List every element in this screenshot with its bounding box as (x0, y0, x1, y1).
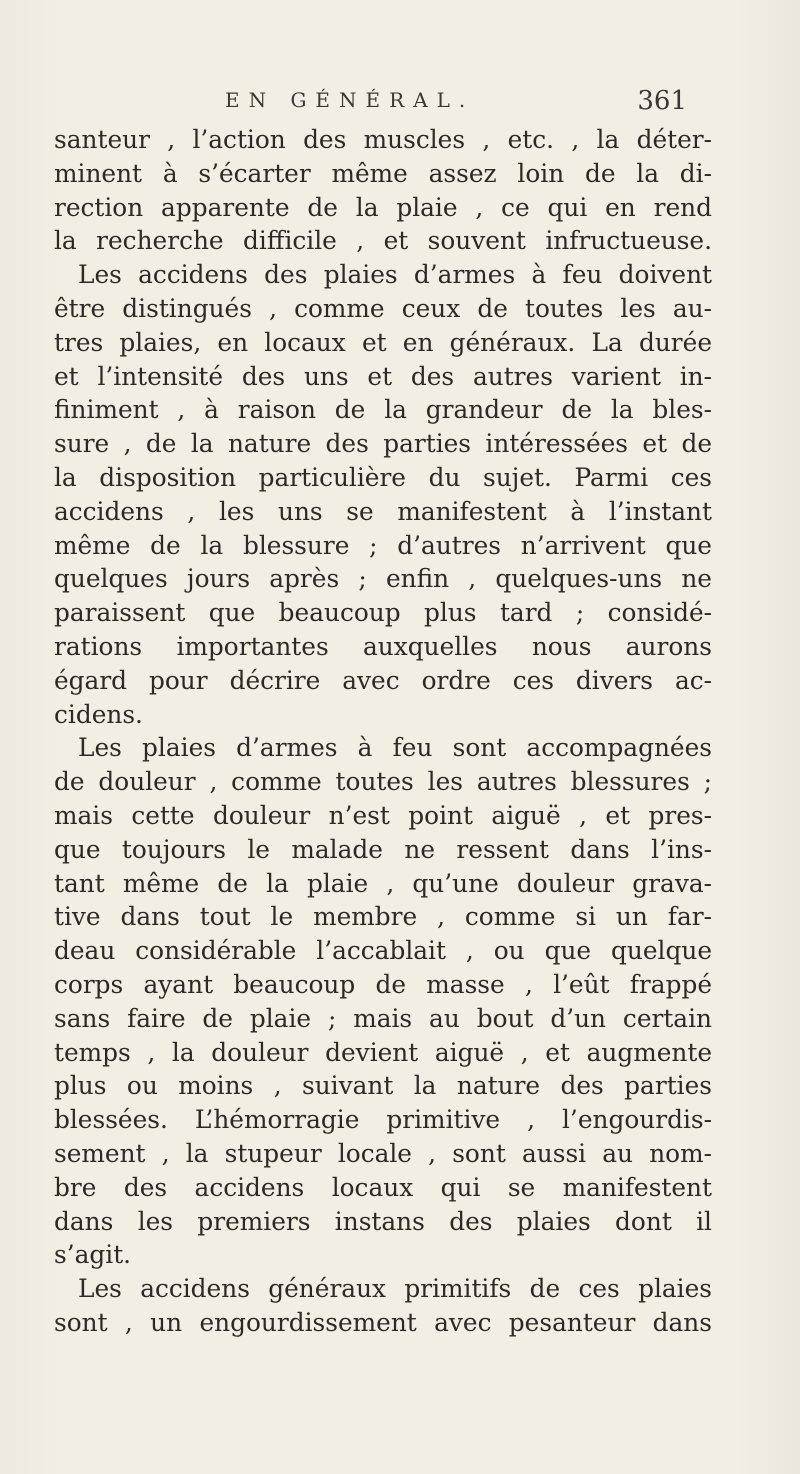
text-line: deau considérable l’accablait , ou que quelque (54, 936, 712, 966)
text-line: être distingués , comme ceux de toutes les au- (54, 293, 712, 323)
text-line: santeur , l’action des muscles , etc. , la déter- (54, 125, 712, 154)
page-number: 361 (637, 86, 687, 116)
text-line: quelques jours après ; enfin , quelques-uns ne (54, 564, 712, 594)
text-line: blessées. L’hémorragie primitive , l’engourdis- (54, 1105, 712, 1135)
text-line: que toujours le malade ne ressent dans l’ins- (54, 834, 712, 864)
text-line: tres plaies, en locaux et en généraux. La durée (54, 327, 712, 357)
text-line: rection apparente de la plaie , ce qui en rend (54, 192, 712, 222)
text-line: cidens. (54, 699, 143, 729)
body-text (54, 123, 712, 1340)
text-line: Les plaies d’armes à feu sont accompagnées (78, 733, 712, 763)
text-line: tive dans tout le membre , comme si un far- (54, 902, 712, 932)
text-line: plus ou moins , suivant la nature des parties (54, 1071, 712, 1101)
text-line: la disposition particulière du sujet. Parmi ces (54, 462, 712, 492)
text-line: et l’intensité des uns et des autres varient in- (54, 361, 712, 391)
text-line: Les accidens généraux primitifs de ces plaies (78, 1274, 712, 1304)
text-line: bre des accidens locaux qui se manifestent (54, 1172, 712, 1202)
text-line: s’agit. (54, 1240, 132, 1270)
text-line: temps , la douleur devient aiguë , et augmente (54, 1037, 712, 1067)
text-line: minent à s’écarter même assez loin de la di- (54, 158, 712, 188)
text-line: dans les premiers instans des plaies dont il (54, 1206, 712, 1236)
text-line: tant même de la plaie , qu’une douleur grava- (54, 868, 712, 898)
text-line: corps ayant beaucoup de masse , l’eût frappé (54, 969, 712, 999)
text-line: sure , de la nature des parties intéressées et de (54, 429, 712, 459)
text-line: paraissent que beaucoup plus tard ; considé- (54, 598, 712, 628)
text-line: sont , un engourdissement avec pesanteur dans (54, 1307, 712, 1337)
text-line: de douleur , comme toutes les autres blessures ; (54, 767, 712, 797)
text-line: sement , la stupeur locale , sont aussi au nom- (54, 1138, 712, 1168)
text-line: rations importantes auxquelles nous aurons (54, 631, 712, 661)
text-line: la recherche difficile , et souvent infructueuse. (54, 226, 712, 256)
text-line: mais cette douleur n’est point aiguë , et pres- (54, 800, 712, 830)
running-head: EN GÉNÉRAL. (225, 88, 475, 112)
text-line: Les accidens des plaies d’armes à feu doivent (78, 260, 712, 290)
text-line: sans faire de plaie ; mais au bout d’un certain (54, 1003, 712, 1033)
text-line: finiment , à raison de la grandeur de la bles- (54, 395, 712, 425)
text-line: égard pour décrire avec ordre ces divers ac- (54, 665, 712, 695)
text-line: même de la blessure ; d’autres n’arrivent que (54, 530, 712, 560)
text-line: accidens , les uns se manifestent à l’instant (54, 496, 712, 526)
